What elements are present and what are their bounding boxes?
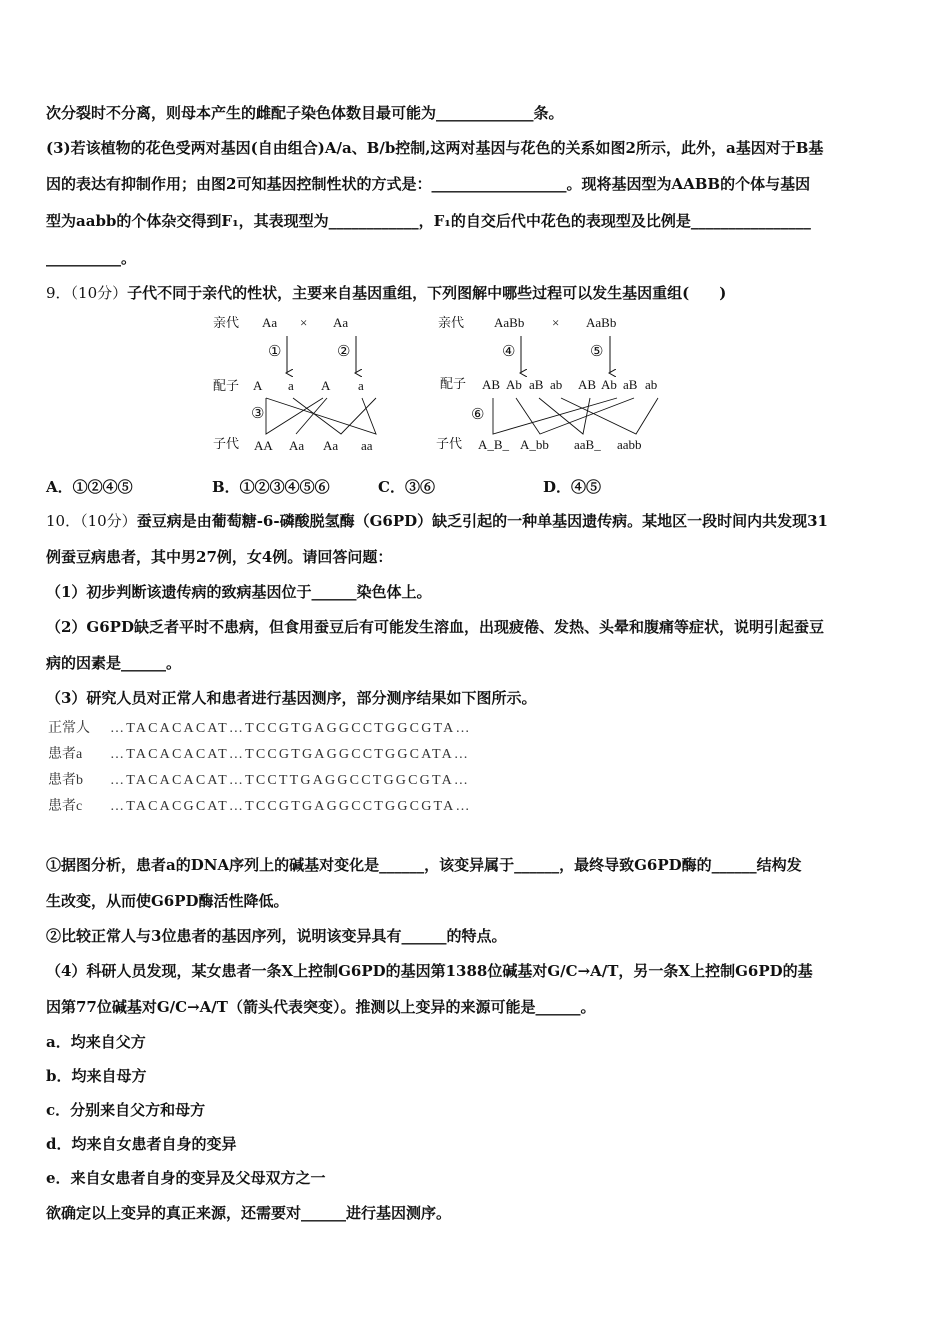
right-parent-1: AaBb (494, 315, 525, 330)
left-offspring-label: 子代 (213, 436, 240, 451)
right-gamete-6: Ab (601, 377, 617, 392)
sequence-text: …TACACACAT…TCCGTGAGGCCTGGCATA… (110, 747, 471, 762)
step-5: ⑤ (590, 344, 604, 360)
q9-option-a[interactable]: A．①②④⑤ (46, 478, 133, 496)
q9-stem (46, 283, 908, 303)
right-gamete-7: aB (623, 377, 638, 392)
left-offspring-2: Aa (289, 438, 305, 453)
right-gamete-2: Ab (506, 377, 522, 392)
left-parent-2: Aa (333, 315, 349, 330)
q10-score: （10分） (80, 512, 137, 530)
right-offspring-3: aaB_ (574, 437, 601, 452)
q8-line-2: (3)若该植物的花色受两对基因(自由组合)A/a、B/b控制,这两对基因与花色的关系如图2所示，此外，a基因对于B基 (46, 139, 824, 157)
q10-choice-d: d．均来自女患者自身的变异 (46, 1135, 237, 1153)
q10-choice-b: b．均来自母方 (46, 1067, 147, 1085)
q10-stem-text: 蚕豆病是由葡萄糖-6-磷酸脱氢酶（G6PD）缺乏引起的一种单基因遗传病。某地区一段时间内共发现31 (136, 512, 828, 530)
q9-stem-text: 子代不同于亲代的性状，主要来自基因重组，下列图解中哪些过程可以发生基因重组( ) (127, 284, 727, 302)
left-gamete-4: a (358, 378, 364, 393)
left-gamete-3: A (321, 378, 331, 393)
step-6: ⑥ (471, 407, 485, 423)
q8-line-1: 次分裂时不分离，则母本产生的雌配子染色体数目最可能为_____________条。 (46, 104, 564, 122)
q10-stem-1 (46, 511, 908, 531)
right-offspring-label: 子代 (436, 436, 463, 451)
sequence-text: …TACACGCAT…TCCGTGAGGCCTGGCGTA… (110, 799, 472, 814)
right-offspring-1: A_B_ (478, 437, 510, 452)
q10-choice-a: a．均来自父方 (46, 1033, 146, 1051)
q9-option-d[interactable]: D．④⑤ (543, 478, 602, 496)
q10-stem-2: 例蚕豆病患者，其中男27例，女4例。请回答问题： (46, 548, 393, 566)
q10-sub-1a: ①据图分析，患者a的DNA序列上的碱基对变化是______，该变异属于______，最终导致G6PD酶的______结构发 (46, 856, 802, 874)
sequence-row (48, 720, 472, 738)
left-parent-label: 亲代 (213, 315, 240, 330)
left-parent-1: Aa (262, 315, 278, 330)
sequence-label: 患者a (48, 747, 83, 762)
sequence-row (48, 772, 470, 790)
q10-part-1: （1）初步判断该遗传病的致病基因位于______染色体上。 (46, 583, 432, 601)
right-offspring-2: A_bb (520, 437, 549, 452)
q10-part-3: （3）研究人员对正常人和患者进行基因测序，部分测序结果如下图所示。 (46, 689, 537, 707)
q9-option-b[interactable]: B．①②③④⑤⑥ (212, 478, 330, 496)
q9-diagram (0, 310, 950, 460)
left-gamete-1: A (253, 378, 263, 393)
sequence-row (48, 746, 470, 764)
right-gamete-8: ab (645, 377, 658, 392)
right-gamete-1: AB (482, 377, 501, 392)
q10-part-4a: （4）科研人员发现，某女患者一条X上控制G6PD的基因第1388位碱基对G/C→A/T，另一条X上控制G6PD的基 (46, 962, 813, 980)
q10-number: 10． (46, 512, 81, 530)
q10-part-2a: （2）G6PD缺乏者平时不患病，但食用蚕豆后有可能发生溶血，出现疲倦、发热、头晕和腹痛等症状，说明引起蚕豆 (46, 618, 824, 636)
left-gamete-label: 配子 (213, 378, 240, 393)
right-parent-label: 亲代 (438, 315, 465, 330)
sequence-text: …TACACACAT…TCCGTGAGGCCTGGCGTA… (110, 721, 472, 736)
right-offspring-4: aabb (617, 437, 642, 452)
right-gamete-3: aB (529, 377, 544, 392)
q10-part-2b: 病的因素是______。 (46, 654, 182, 672)
q10-sub-2: ②比较正常人与3位患者的基因序列，说明该变异具有______的特点。 (46, 927, 507, 945)
sequence-text: …TACACACAT…TCCTTGAGGCCTGGCGTA… (110, 773, 471, 788)
q10-choice-e: e．来自女患者自身的变异及父母双方之一 (46, 1169, 326, 1187)
q10-part-4b: 因第77位碱基对G/C→A/T（箭头代表突变）。推测以上变异的来源可能是______。 (46, 998, 596, 1016)
right-cross-lines (493, 398, 658, 434)
right-cross: × (552, 315, 560, 330)
left-offspring-3: Aa (323, 438, 339, 453)
step-3: ③ (251, 406, 265, 422)
sequence-label: 患者b (48, 773, 83, 788)
q9-option-c[interactable]: C．③⑥ (378, 478, 435, 496)
left-offspring-1: AA (254, 438, 273, 453)
sequence-label: 患者c (48, 799, 83, 814)
q10-final: 欲确定以上变异的真正来源，还需要对______进行基因测序。 (46, 1204, 452, 1222)
q8-line-4: 型为aabb的个体杂交得到F₁，其表现型为____________，F₁的自交后代中花色的表现型及比例是________________ (46, 212, 811, 230)
right-gamete-5: AB (578, 377, 597, 392)
left-cross-lines (266, 398, 376, 434)
q9-score: （10分） (70, 284, 128, 302)
sequence-label: 正常人 (48, 721, 90, 736)
sequence-row (48, 798, 472, 816)
step-2: ② (337, 344, 351, 360)
q8-line-3: 因的表达有抑制作用；由图2可知基因控制性状的方式是：__________________。现将基因型为AABB的个体与基因 (46, 175, 811, 193)
right-gamete-4: ab (550, 377, 563, 392)
left-offspring-4: aa (361, 438, 373, 453)
q9-number: 9． (46, 284, 71, 302)
right-parent-2: AaBb (586, 315, 617, 330)
left-gamete-2: a (288, 378, 294, 393)
q10-sub-1b: 生改变，从而使G6PD酶活性降低。 (46, 892, 289, 910)
step-1: ① (268, 344, 282, 360)
left-cross: × (300, 315, 308, 330)
q10-choice-c: c．分别来自父方和母方 (46, 1101, 206, 1119)
right-gamete-label: 配子 (440, 376, 467, 391)
step-4: ④ (502, 344, 516, 360)
q8-line-5: __________。 (46, 249, 137, 267)
